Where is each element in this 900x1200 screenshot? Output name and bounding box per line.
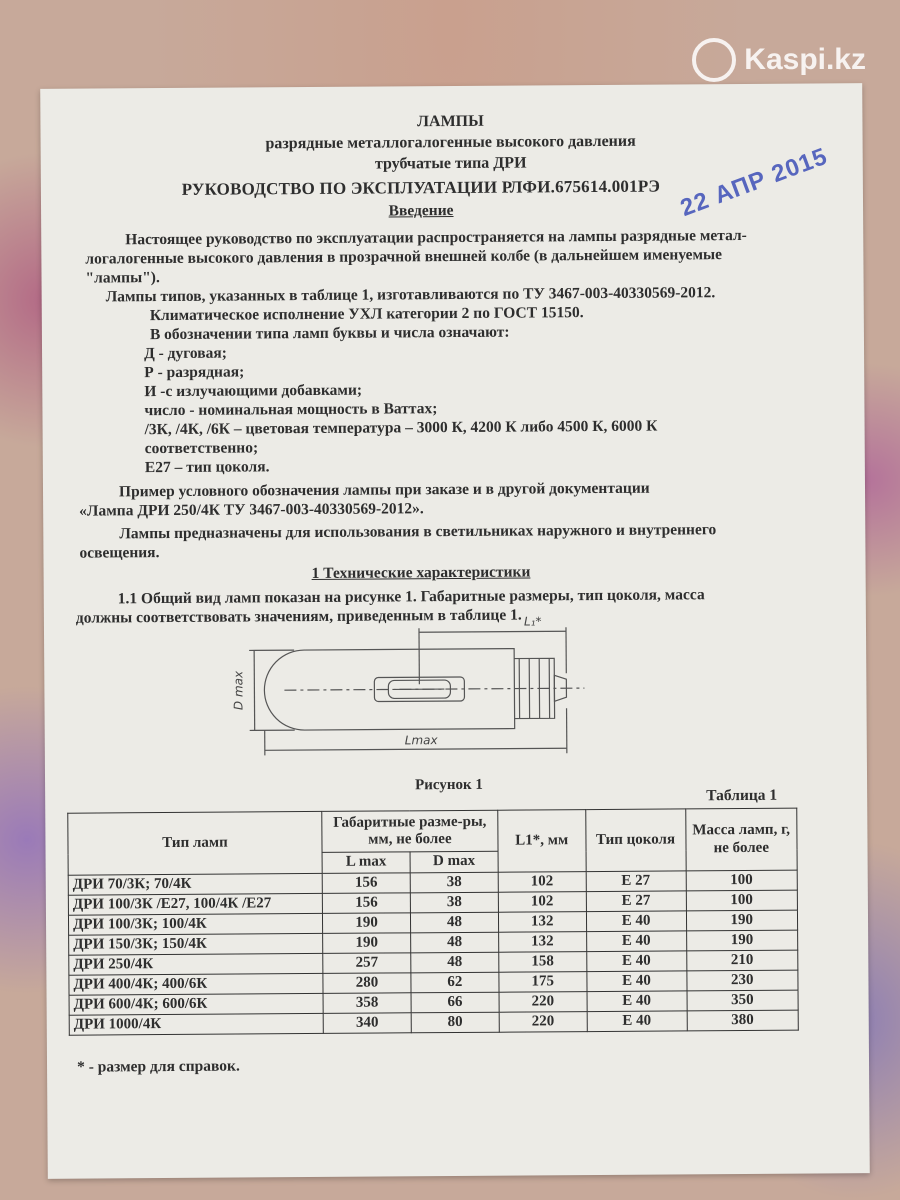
manual-title: РУКОВОДСТВО ПО ЭКСПЛУАТАЦИИ РЛФИ.675614.001РЭ xyxy=(181,176,661,199)
intro-line: И -с излучающими добавками; xyxy=(144,381,363,401)
cell-l1: 102 xyxy=(498,872,586,893)
kaspi-logo-icon xyxy=(692,38,736,82)
intro-line: Лампы типов, указанных в таблице 1, изготавливаются по ТУ 3467-003-40330569-2012. xyxy=(105,284,716,306)
cell-type: ДРИ 1000/4К xyxy=(69,1013,323,1035)
cell-dmax: 38 xyxy=(410,872,498,893)
intro-line: Лампы предназначены для использования в светильниках наружного и внутреннего xyxy=(119,521,717,543)
cell-base: Е 27 xyxy=(586,891,686,912)
cell-type: ДРИ 150/3К; 150/4К xyxy=(69,933,323,955)
lamp-figure xyxy=(231,613,605,766)
cell-lmax: 257 xyxy=(323,953,411,974)
lamp-bulb xyxy=(264,649,515,731)
l1-label: L₁* xyxy=(523,614,542,629)
header-type: Тип ламп xyxy=(68,811,322,875)
date-stamp: 22 АПР 2015 xyxy=(676,142,832,223)
cell-mass: 190 xyxy=(686,910,798,931)
cell-lmax: 340 xyxy=(323,1013,411,1034)
cell-lmax: 358 xyxy=(323,993,411,1014)
cell-dmax: 62 xyxy=(411,972,499,993)
intro-line: число - номинальная мощность в Ваттах; xyxy=(144,400,438,420)
kaspi-watermark xyxy=(692,38,866,82)
cell-base: Е 40 xyxy=(587,991,687,1012)
cell-type: ДРИ 100/3К /Е27, 100/4К /Е27 xyxy=(68,893,322,915)
intro-line: Е27 – тип цоколя. xyxy=(144,458,270,477)
cell-dmax: 66 xyxy=(411,992,499,1013)
header-l1: L1*, мм xyxy=(498,810,586,873)
cell-l1: 132 xyxy=(498,912,586,933)
intro-line: логалогенные высокого давления в прозрачной внешней колбе (в дальнейшем именуемые xyxy=(85,246,723,268)
heading-subtitle-1: разрядные металлогалогенные высокого давления xyxy=(265,132,636,153)
figure-caption: Рисунок 1 xyxy=(415,776,483,794)
cell-l1: 132 xyxy=(498,932,586,953)
lmax-label: Lmax xyxy=(404,733,438,748)
cell-type: ДРИ 250/4К xyxy=(69,953,323,975)
specs-table xyxy=(67,808,799,1036)
heading-lamps: ЛАМПЫ xyxy=(417,112,484,131)
cell-dmax: 48 xyxy=(411,932,499,953)
cell-lmax: 156 xyxy=(322,893,410,914)
cell-base: Е 40 xyxy=(587,1011,687,1032)
watermark-text: Kaspi.kz xyxy=(744,43,866,76)
cell-base: Е 40 xyxy=(586,911,686,932)
footnote: * - размер для справок. xyxy=(76,1057,240,1076)
cell-mass: 210 xyxy=(686,950,798,971)
document-sheet xyxy=(40,83,870,1179)
intro-line: В обозначении типа ламп буквы и числа означают: xyxy=(149,323,510,344)
header-dims: Габаритные разме-ры, мм, не более xyxy=(322,810,498,852)
dmax-label: D max xyxy=(231,670,246,711)
header-lmax: L max xyxy=(322,852,410,874)
cell-mass: 380 xyxy=(687,1010,799,1031)
cell-lmax: 190 xyxy=(323,933,411,954)
header-base: Тип цоколя xyxy=(585,809,685,872)
cell-base: Е 40 xyxy=(586,931,686,952)
cell-l1: 220 xyxy=(499,1012,587,1033)
intro-line: Климатическое исполнение УХЛ категории 2 по ГОСТ 15150. xyxy=(149,304,584,325)
intro-line: соответственно; xyxy=(144,439,259,458)
cell-mass: 190 xyxy=(686,930,798,951)
intro-line: Настоящее руководство по эксплуатации распространяется на лампы разрядные метал- xyxy=(125,226,747,249)
cell-type: ДРИ 400/4К; 400/6К xyxy=(69,973,323,995)
cell-base: Е 27 xyxy=(586,871,686,892)
intro-line: «Лампа ДРИ 250/4К ТУ 3467-003-40330569-2012». xyxy=(79,500,424,520)
cell-mass: 350 xyxy=(687,990,799,1011)
intro-line: Д - дуговая; xyxy=(143,344,227,363)
cell-mass: 100 xyxy=(686,870,798,891)
intro-line: Пример условного обозначения лампы при заказе и в другой документации xyxy=(118,479,650,501)
intro-title: Введение xyxy=(388,202,454,220)
cell-l1: 158 xyxy=(499,952,587,973)
cell-lmax: 190 xyxy=(323,913,411,934)
intro-line: "лампы"). xyxy=(85,269,160,287)
header-mass: Масса ламп, г, не более xyxy=(685,808,797,871)
cell-dmax: 48 xyxy=(410,912,498,933)
section-line: должны соответствовать значениям, приведенным в таблице 1. xyxy=(75,606,522,627)
intro-line: /3К, /4К, /6К – цветовая температура – 3000 К, 4200 К либо 4500 К, 6000 К xyxy=(144,417,658,439)
cell-l1: 175 xyxy=(499,972,587,993)
intro-line: освещения. xyxy=(79,544,160,562)
cell-dmax: 80 xyxy=(411,1012,499,1033)
table-caption: Таблица 1 xyxy=(706,786,778,805)
cell-type: ДРИ 70/3К; 70/4К xyxy=(68,873,322,895)
cell-l1: 102 xyxy=(498,892,586,913)
cell-l1: 220 xyxy=(499,992,587,1013)
cell-type: ДРИ 100/3К; 100/4К xyxy=(68,913,322,935)
section-line: 1.1 Общий вид ламп показан на рисунке 1. Габаритные размеры, тип цоколя, масса xyxy=(117,586,705,608)
cell-lmax: 156 xyxy=(322,873,410,894)
cell-mass: 100 xyxy=(686,890,798,911)
cell-base: Е 40 xyxy=(586,951,686,972)
cell-type: ДРИ 600/4К; 600/6К xyxy=(69,993,323,1015)
cell-lmax: 280 xyxy=(323,973,411,994)
cell-dmax: 38 xyxy=(410,892,498,913)
section-title: 1 Технические характеристики xyxy=(311,563,531,582)
cell-dmax: 48 xyxy=(411,952,499,973)
cell-base: Е 40 xyxy=(586,971,686,992)
header-dmax: D max xyxy=(410,851,498,873)
heading-subtitle-2: трубчатые типа ДРИ xyxy=(374,154,527,173)
intro-line: Р - разрядная; xyxy=(144,363,245,382)
cell-mass: 230 xyxy=(686,970,798,991)
